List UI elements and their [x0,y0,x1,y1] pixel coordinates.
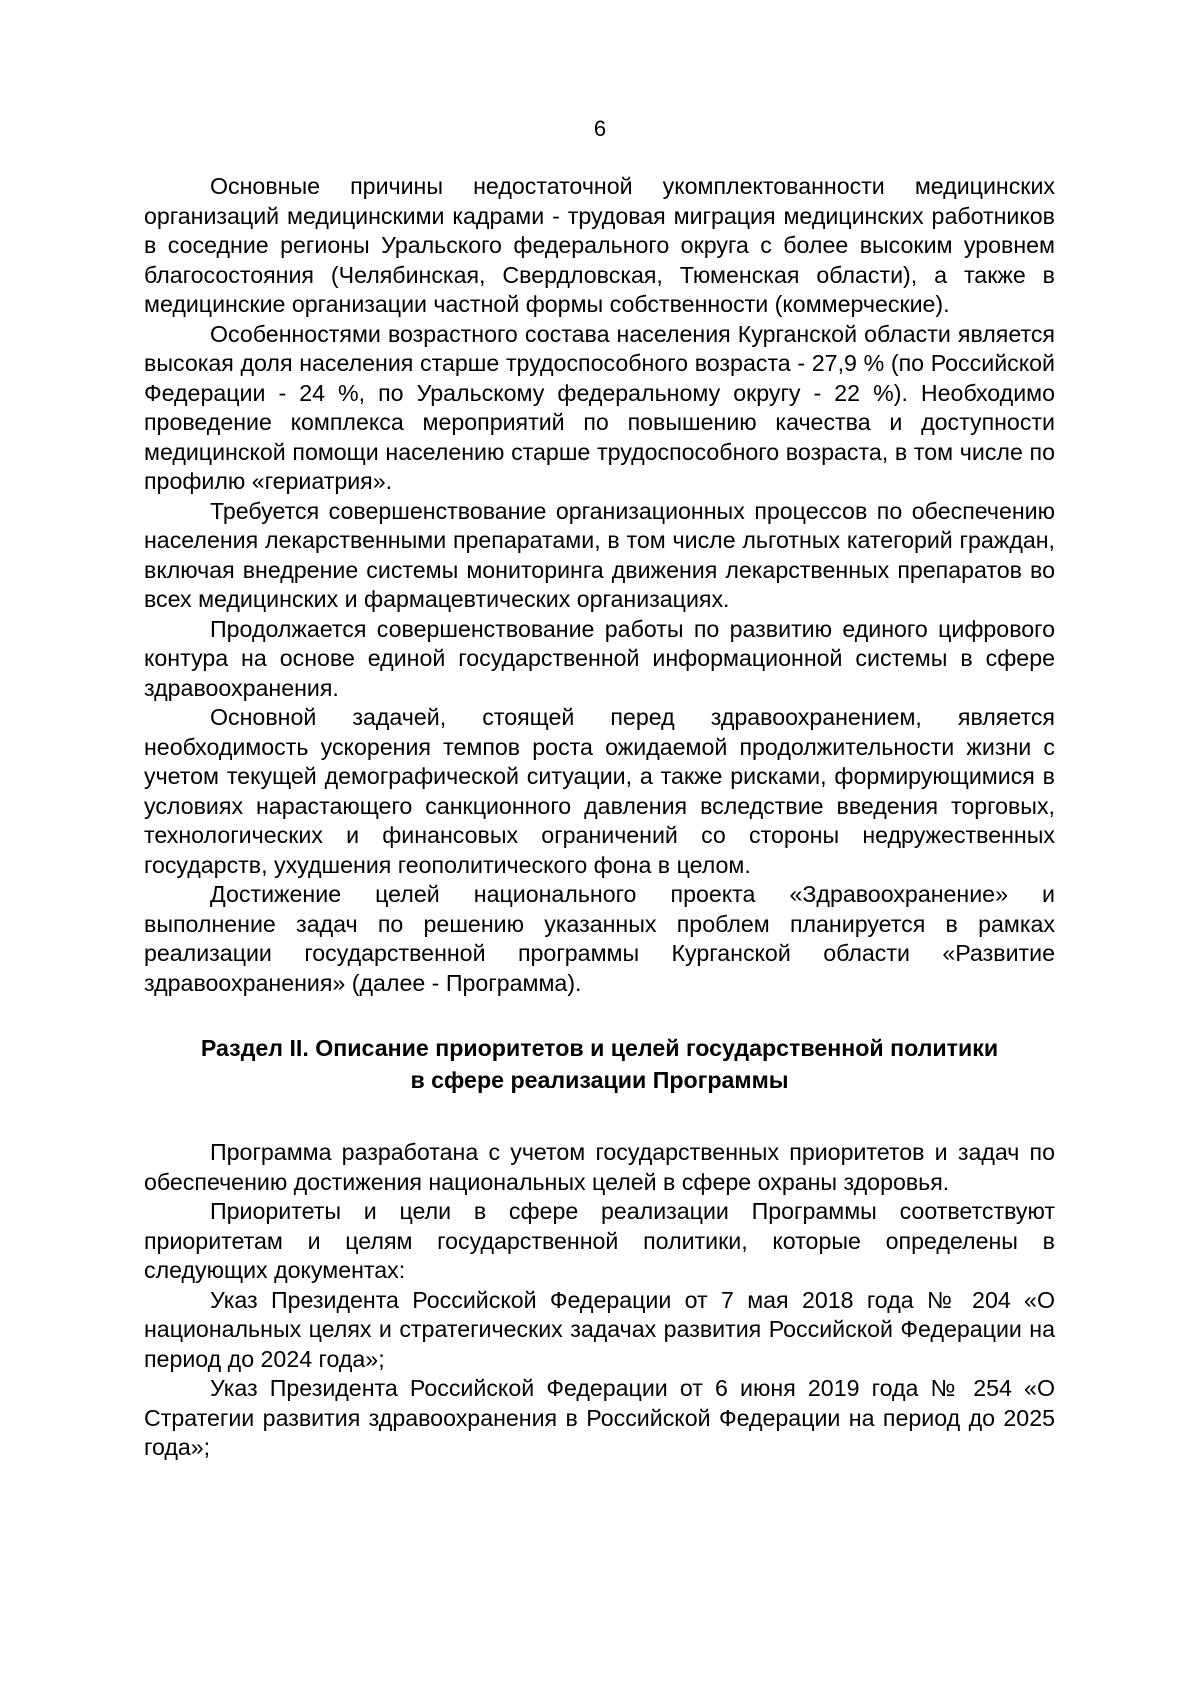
paragraph-age-structure: Особенностями возрастного состава населения Курганской области является высокая доля населения старше трудоспособного возраста - 27,9 % (по Российской Федерации - 24 %, по Уральскому федеральному округу - 22 %). Необходимо проведение комплекса мероприятий по повышению качества и доступности медицинской помощи населению старше трудоспособного возраста, в том числе по профилю «гериатрия». [144,320,1055,494]
paragraph-staff-shortage: Основные причины недостаточной укомплектованности медицинских организаций медицинскими кадрами - трудовая миграция медицинских работников в соседние регионы Уральского федерального округа с более высоким уровнем благосостояния (Челябинская, Свердловская, Тюменская области), а также в медицинские организации частной формы собственности (коммерческие). [144,173,1055,317]
paragraph-decree-254: Указ Президента Российской Федерации от 6 июня 2019 года № 254 «О Стратегии развития здравоохранения в Российской Федерации на период до 2025 года»; [144,1375,1055,1460]
document-body [144,172,1055,1463]
page-number: 6 [593,116,607,141]
paragraph-priorities: Приоритеты и цели в сфере реализации Программы соответствуют приоритетам и целям государственной политики, которые определены в следующих документах: [144,1198,1055,1283]
paragraph-main-task: Основной задачей, стоящей перед здравоохранением, является необходимость ускорения темпов роста ожидаемой продолжительности жизни с учетом текущей демографической ситуации, а также рисками, формирующимися в условиях нарастающего санкционного давления вследствие введения торговых, технологических и финансовых ограничений со стороны недружественных государств, ухудшения геополитического фона в целом. [144,704,1055,878]
paragraph-national-project: Достижение целей национального проекта «Здравоохранение» и выполнение задач по решению указанных проблем планируется в рамках реализации государственной программы Курганской области «Развитие здравоохранения» (далее - Программа). [144,881,1055,996]
paragraph-digital-contour: Продолжается совершенствование работы по развитию единого цифрового контура на основе единой государственной информационной системы в сфере здравоохранения. [144,615,1055,701]
section-heading-line-1: Раздел II. Описание приоритетов и целей государственной политики [200,1035,999,1061]
paragraph-drug-supply: Требуется совершенствование организационных процессов по обеспечению населения лекарственными препаратами, в том числе льготных категорий граждан, включая внедрение системы мониторинга движения лекарственных препаратов во всех медицинских и фармацевтических организациях. [144,497,1055,612]
section-heading-line-2: в сфере реализации Программы [410,1067,789,1093]
paragraph-decree-204: Указ Президента Российской Федерации от 7 мая 2018 года № 204 «О национальных целях и стратегических задачах развития Российской Федерации на период до 2024 года»; [144,1286,1055,1372]
paragraph-program-developed: Программа разработана с учетом государственных приоритетов и задач по обеспечению достижения национальных целей в сфере охраны здоровья. [144,1139,1055,1195]
section-heading [144,1032,1055,1096]
